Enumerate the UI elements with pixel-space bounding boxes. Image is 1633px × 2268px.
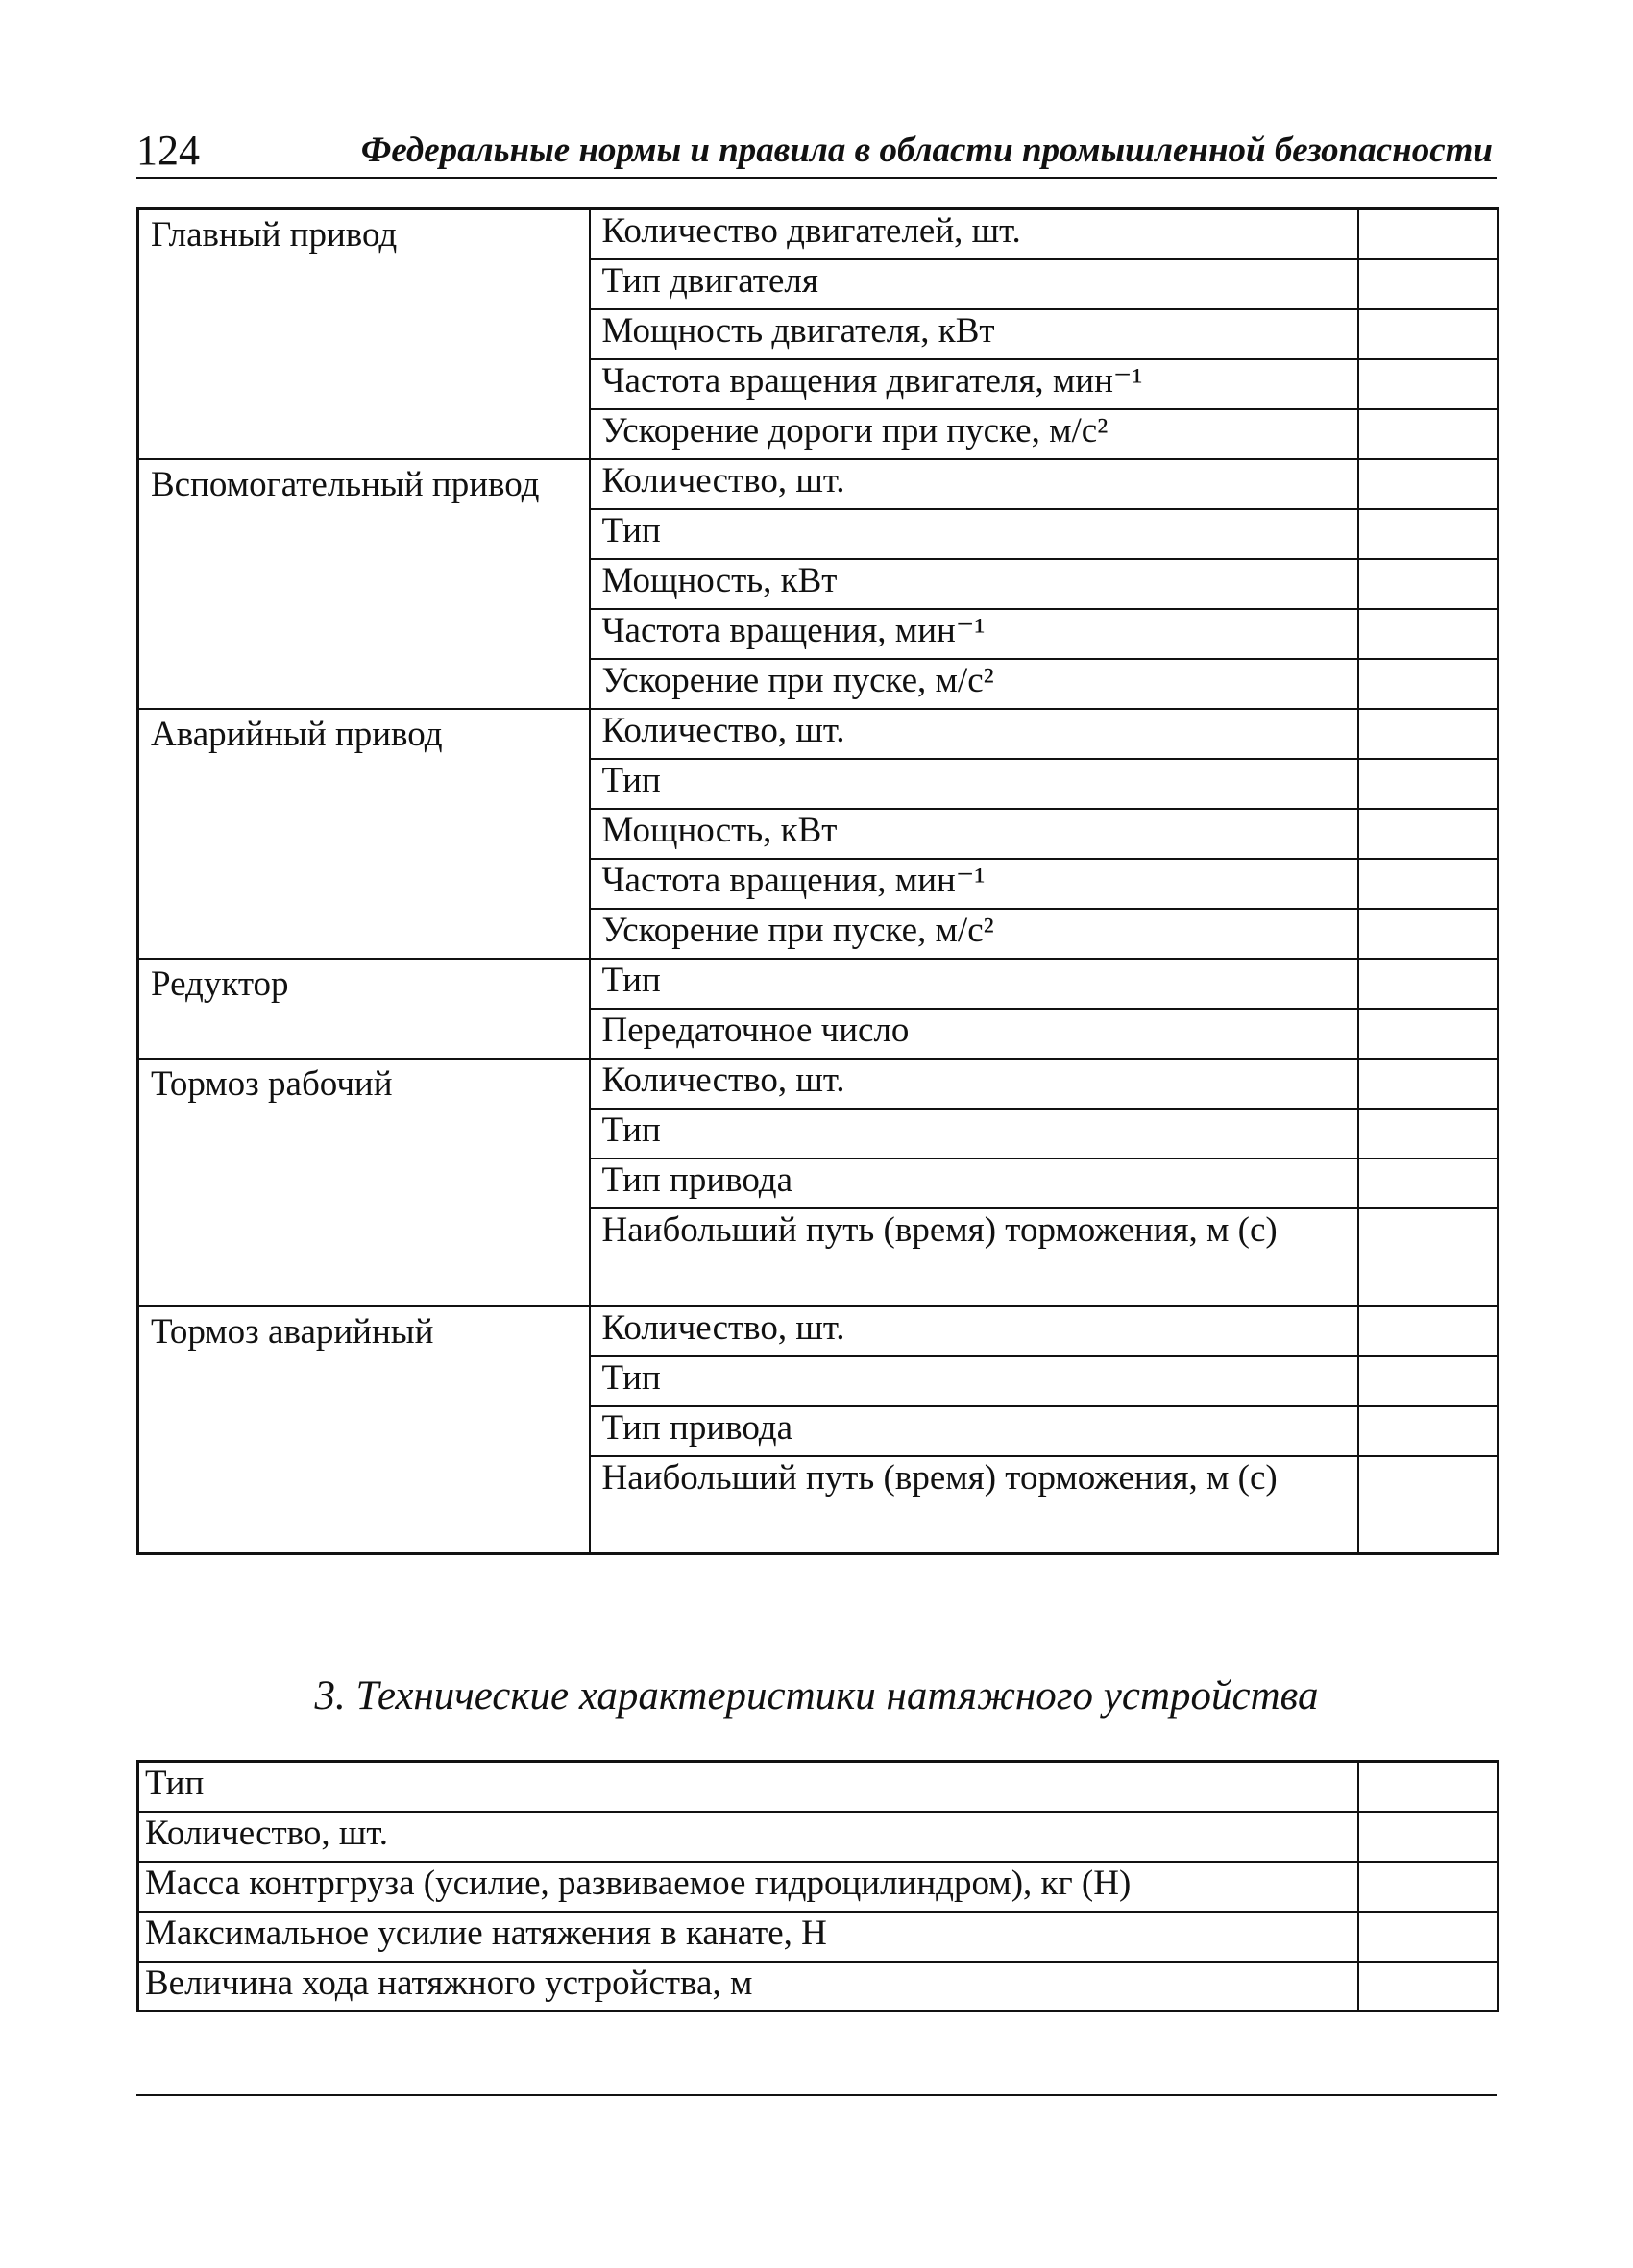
table-row xyxy=(138,709,1499,759)
param-label: Количество, шт. xyxy=(590,1059,1358,1109)
param-label: Передаточное число xyxy=(590,1009,1358,1059)
param-label: Тип привода xyxy=(590,1158,1358,1208)
value-cell[interactable] xyxy=(1358,1059,1499,1109)
value-cell[interactable] xyxy=(1358,909,1499,959)
value-cell[interactable] xyxy=(1358,859,1499,909)
group-label-main-drive: Главный привод xyxy=(138,209,590,459)
group-label-service-brake: Тормоз рабочий xyxy=(138,1059,590,1306)
param-label: Масса контргруза (усилие, развиваемое гидроцилиндром), кг (Н) xyxy=(138,1862,1358,1912)
value-cell[interactable] xyxy=(1358,309,1499,359)
group-label-emergency-brake: Тормоз аварийный xyxy=(138,1306,590,1554)
param-label: Частота вращения, мин⁻¹ xyxy=(590,859,1358,909)
value-cell[interactable] xyxy=(1358,1306,1499,1356)
value-cell[interactable] xyxy=(1358,1158,1499,1208)
value-cell[interactable] xyxy=(1358,459,1499,509)
param-label: Наибольший путь (время) торможения, м (с) xyxy=(590,1456,1358,1554)
param-label: Количество двигателей, шт. xyxy=(590,209,1358,259)
value-cell[interactable] xyxy=(1358,709,1499,759)
value-cell[interactable] xyxy=(1358,959,1499,1009)
value-cell[interactable] xyxy=(1358,209,1499,259)
value-cell[interactable] xyxy=(1358,359,1499,409)
value-cell[interactable] xyxy=(1358,759,1499,809)
param-label: Мощность, кВт xyxy=(590,559,1358,609)
table-row xyxy=(138,1812,1499,1862)
param-label: Тип xyxy=(590,509,1358,559)
param-label: Тип xyxy=(590,759,1358,809)
value-cell[interactable] xyxy=(1358,1009,1499,1059)
param-label: Тип xyxy=(590,959,1358,1009)
param-label: Количество, шт. xyxy=(138,1812,1358,1862)
param-label: Частота вращения, мин⁻¹ xyxy=(590,609,1358,659)
param-label: Мощность двигателя, кВт xyxy=(590,309,1358,359)
group-label-auxiliary-drive: Вспомогательный привод xyxy=(138,459,590,709)
value-cell[interactable] xyxy=(1358,1456,1499,1554)
param-label: Тип xyxy=(590,1109,1358,1158)
param-label: Наибольший путь (время) торможения, м (с) xyxy=(590,1208,1358,1306)
value-cell[interactable] xyxy=(1358,1109,1499,1158)
value-cell[interactable] xyxy=(1358,1862,1499,1912)
param-label: Количество, шт. xyxy=(590,709,1358,759)
param-label: Количество, шт. xyxy=(590,1306,1358,1356)
param-label: Тип xyxy=(590,1356,1358,1406)
param-label: Ускорение дороги при пуске, м/с² xyxy=(590,409,1358,459)
value-cell[interactable] xyxy=(1358,509,1499,559)
param-label: Частота вращения двигателя, мин⁻¹ xyxy=(590,359,1358,409)
value-cell[interactable] xyxy=(1358,809,1499,859)
value-cell[interactable] xyxy=(1358,1208,1499,1306)
page-header xyxy=(136,123,1497,179)
table-row xyxy=(138,209,1499,259)
value-cell[interactable] xyxy=(1358,409,1499,459)
value-cell[interactable] xyxy=(1358,1812,1499,1862)
value-cell[interactable] xyxy=(1358,1356,1499,1406)
page-number: 124 xyxy=(136,127,200,174)
value-cell[interactable] xyxy=(1358,1406,1499,1456)
param-label: Количество, шт. xyxy=(590,459,1358,509)
param-label: Ускорение при пуске, м/с² xyxy=(590,909,1358,959)
table-row xyxy=(138,1306,1499,1356)
param-label: Мощность, кВт xyxy=(590,809,1358,859)
param-label: Величина хода натяжного устройства, м xyxy=(138,1962,1358,2012)
drive-specs-table xyxy=(136,207,1499,1555)
value-cell[interactable] xyxy=(1358,559,1499,609)
param-label: Максимальное усилие натяжения в канате, Н xyxy=(138,1912,1358,1962)
table-row xyxy=(138,1962,1499,2012)
param-label: Тип привода xyxy=(590,1406,1358,1456)
group-label-reducer: Редуктор xyxy=(138,959,590,1059)
param-label: Тип двигателя xyxy=(590,259,1358,309)
footer-rule xyxy=(136,2094,1497,2096)
group-label-emergency-drive: Аварийный привод xyxy=(138,709,590,959)
value-cell[interactable] xyxy=(1358,259,1499,309)
running-title: Федеральные нормы и правила в области промышленной безопасности xyxy=(360,131,1493,170)
table-row xyxy=(138,959,1499,1009)
value-cell[interactable] xyxy=(1358,659,1499,709)
value-cell[interactable] xyxy=(1358,1762,1499,1812)
table-row xyxy=(138,1762,1499,1812)
table-row xyxy=(138,1912,1499,1962)
table-row xyxy=(138,459,1499,509)
tension-device-table xyxy=(136,1760,1499,2012)
value-cell[interactable] xyxy=(1358,609,1499,659)
table-row xyxy=(138,1862,1499,1912)
section-title: 3. Технические характеристики натяжного устройства xyxy=(314,1673,1319,1719)
param-label: Ускорение при пуске, м/с² xyxy=(590,659,1358,709)
param-label: Тип xyxy=(138,1762,1358,1812)
value-cell[interactable] xyxy=(1358,1962,1499,2012)
table-row xyxy=(138,1059,1499,1109)
value-cell[interactable] xyxy=(1358,1912,1499,1962)
